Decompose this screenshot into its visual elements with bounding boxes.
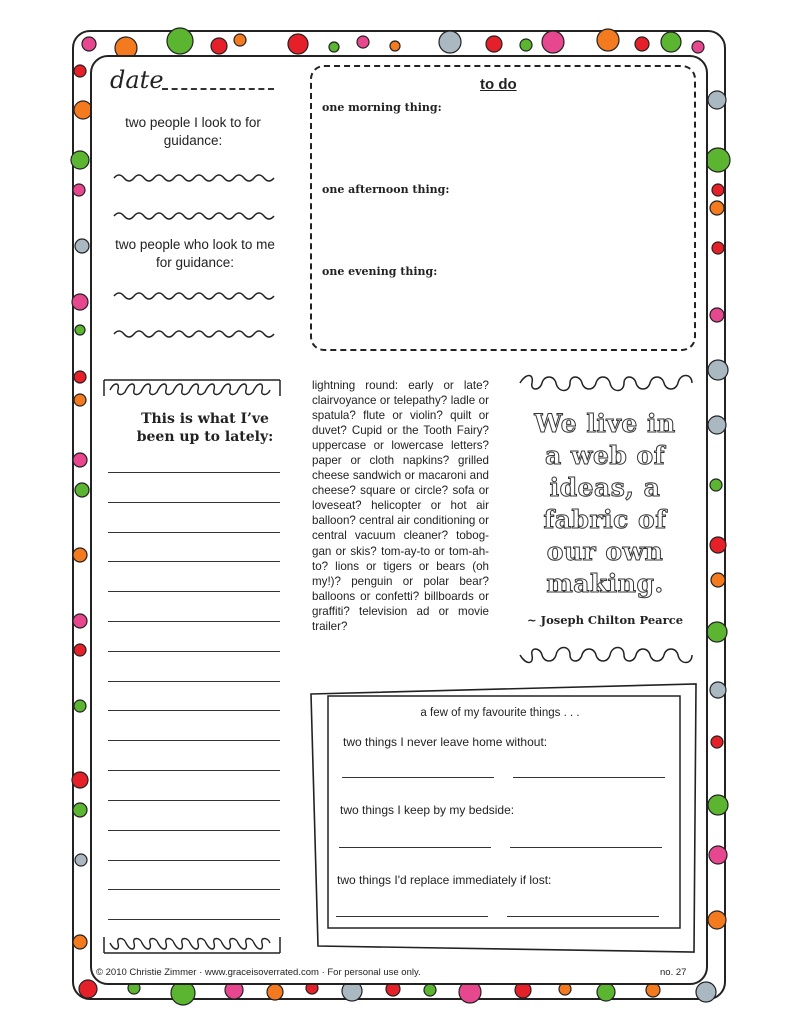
- lately-line[interactable]: [108, 800, 280, 801]
- lately-line[interactable]: [108, 710, 280, 711]
- dot: [357, 36, 369, 48]
- quote-line-2: a web of: [545, 441, 665, 470]
- dot: [73, 614, 87, 628]
- dot: [520, 39, 532, 51]
- dot: [712, 184, 724, 196]
- lightning-round-text: lightning round: early or late? clairvoyance or telepathy? ladle or spatula? flute or violin? quilt or duvet? Cupid or the Tooth Fairy? uppercase or lowercase letters? paper or cloth napkins? grilled cheese sandwich or macaroni and cheese? square or circle? sofa or loveseat? helicopter or hot air balloon? central air conditioning or central vacuum cleaner? tobog-gan or skis? tom-ay-to or tom-ah-to? lions or tigers or bears (oh my!)? penguin or polar bear? balloons or confetti? billboards or graffiti? television ad or movie trailer?: [312, 379, 489, 633]
- lately-line[interactable]: [108, 472, 280, 473]
- favourites-line[interactable]: [342, 777, 494, 778]
- todo-evening-label: one evening thing:: [322, 265, 438, 278]
- dot: [267, 984, 283, 1000]
- lately-line[interactable]: [108, 860, 280, 861]
- dot: [424, 984, 436, 996]
- dot: [486, 36, 502, 52]
- dot: [71, 151, 89, 169]
- dot: [74, 65, 86, 77]
- date-line[interactable]: [162, 88, 274, 90]
- dot: [74, 371, 86, 383]
- dot: [72, 772, 88, 788]
- swirl-ornament-top: [518, 371, 698, 393]
- dot: [234, 34, 246, 46]
- dot: [712, 242, 724, 254]
- dot: [710, 682, 726, 698]
- dot: [75, 483, 89, 497]
- lately-line[interactable]: [108, 502, 280, 503]
- lately-line[interactable]: [108, 561, 280, 562]
- quote-text: [515, 408, 695, 600]
- lately-line[interactable]: [108, 830, 280, 831]
- lately-line[interactable]: [108, 770, 280, 771]
- guidance-lines-1[interactable]: [112, 170, 282, 230]
- dot: [706, 148, 730, 172]
- lately-title-line-1: This is what I’ve: [141, 411, 269, 427]
- lately-title: [105, 410, 305, 446]
- favourites-line[interactable]: [336, 916, 488, 917]
- dot: [82, 37, 96, 51]
- dot: [74, 644, 86, 656]
- favourites-line[interactable]: [513, 777, 665, 778]
- todo-morning-label: one morning thing:: [322, 101, 442, 114]
- dot: [329, 42, 339, 52]
- dot: [79, 980, 97, 998]
- todo-afternoon-label: one afternoon thing:: [322, 183, 450, 196]
- dot: [708, 360, 728, 380]
- lately-line[interactable]: [108, 740, 280, 741]
- dot: [439, 31, 461, 53]
- dot: [709, 846, 727, 864]
- dot: [542, 31, 564, 53]
- lately-line[interactable]: [108, 532, 280, 533]
- dot: [73, 548, 87, 562]
- dot: [710, 201, 724, 215]
- quote-line-4: fabric of: [543, 505, 667, 534]
- dot: [710, 308, 724, 322]
- dot: [597, 983, 615, 1001]
- dot: [288, 34, 308, 54]
- dot: [75, 325, 85, 335]
- dot: [708, 91, 726, 109]
- lately-line[interactable]: [108, 651, 280, 652]
- footer-page-number: no. 27: [660, 967, 687, 978]
- dot: [73, 803, 87, 817]
- dot: [711, 573, 725, 587]
- lately-line[interactable]: [108, 889, 280, 890]
- scroll-ornament-bottom: [102, 933, 282, 957]
- dot: [708, 911, 726, 929]
- quote-line-1: We live in: [534, 409, 676, 438]
- dot: [73, 935, 87, 949]
- lately-title-line-2: been up to lately:: [136, 429, 274, 445]
- dot: [74, 394, 86, 406]
- dot: [73, 453, 87, 467]
- favourites-prompt-2: two things I keep by my bedside:: [340, 803, 515, 817]
- dot: [708, 416, 726, 434]
- dot: [211, 38, 227, 54]
- dot: [167, 28, 193, 54]
- quote-author: ~ Joseph Chilton Pearce: [526, 613, 684, 627]
- dot: [390, 41, 400, 51]
- quote-line-3: ideas, a: [549, 473, 661, 502]
- dot: [646, 983, 660, 997]
- dot: [75, 239, 89, 253]
- footer-copyright: © 2010 Christie Zimmer · www.graceisoverrated.com · For personal use only.: [96, 967, 421, 978]
- dot: [661, 32, 681, 52]
- dot: [710, 479, 722, 491]
- dot: [708, 795, 728, 815]
- dot: [710, 537, 726, 553]
- quote-line-6: making.: [546, 569, 664, 598]
- dot: [696, 982, 716, 1002]
- favourites-line[interactable]: [510, 847, 662, 848]
- guidance-lines-2[interactable]: [112, 288, 282, 348]
- lately-line[interactable]: [108, 591, 280, 592]
- dot: [692, 41, 704, 53]
- dot: [74, 700, 86, 712]
- scroll-ornament-top: [102, 376, 282, 400]
- todo-title: to do: [480, 76, 517, 93]
- dot: [72, 294, 88, 310]
- dot: [707, 622, 727, 642]
- lately-line[interactable]: [108, 621, 280, 622]
- guidance-prompt-1: two people I look to for guidance:: [125, 115, 261, 148]
- favourites-title: a few of my favourite things . . .: [420, 707, 580, 719]
- favourites-prompt-1: two things I never leave home without:: [343, 735, 548, 749]
- dot: [597, 29, 619, 51]
- dot: [711, 736, 723, 748]
- quote-line-5: our own: [546, 537, 664, 566]
- swirl-ornament-bottom: [518, 645, 698, 667]
- favourites-frame: [308, 680, 700, 960]
- lately-line[interactable]: [108, 919, 280, 920]
- dot: [73, 184, 85, 196]
- dot: [75, 854, 87, 866]
- guidance-prompt-2: two people who look to me for guidance:: [115, 237, 275, 270]
- favourites-line[interactable]: [339, 847, 491, 848]
- lately-line[interactable]: [108, 681, 280, 682]
- favourites-line[interactable]: [507, 916, 659, 917]
- date-label: date: [110, 66, 164, 94]
- dot: [635, 37, 649, 51]
- favourites-prompt-3: two things I'd replace immediately if lost:: [337, 873, 552, 887]
